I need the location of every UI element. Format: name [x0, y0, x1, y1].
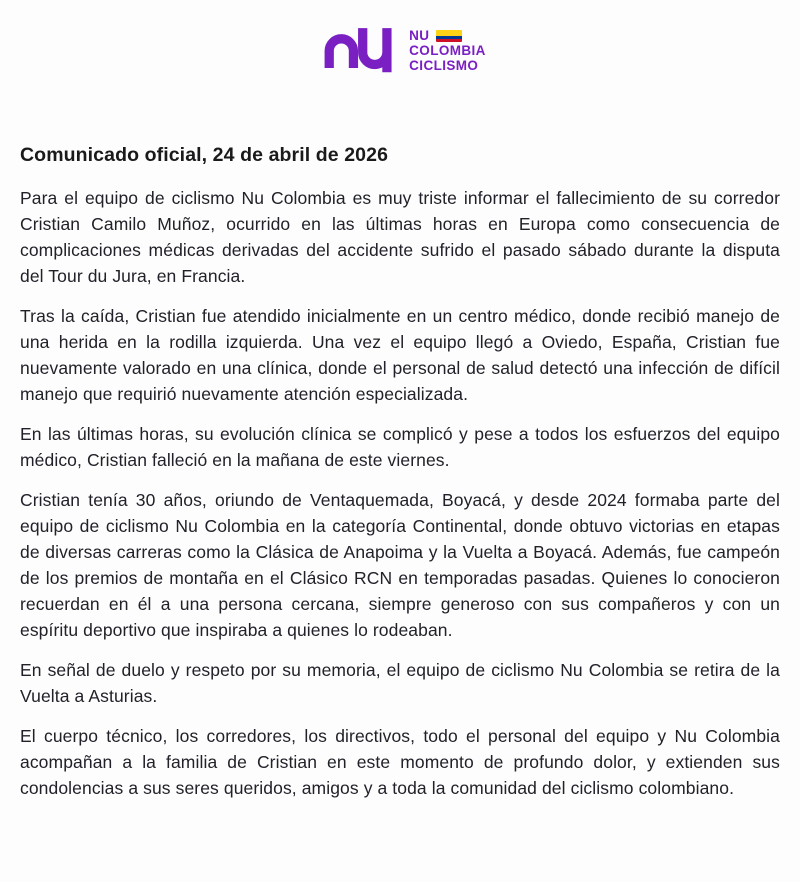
statement-paragraph: Tras la caída, Cristian fue atendido inicialmente en un centro médico, donde recibió manejo de una herida en la rodilla izquierda. Una vez el equipo llegó a Oviedo, España, Cristian fue nuevamente valorado en una clínica, donde el personal de salud detectó una infección de difícil manejo que requirió nuevamente atención especializada. [20, 306, 780, 404]
statement-paragraph: El cuerpo técnico, los corredores, los directivos, todo el personal del equipo y Nu Colombia acompañan a la familia de Cristian en este momento de profundo dolor, y extienden sus condolencias a sus seres queridos, amigos y a toda la comunidad del ciclismo colombiano. [20, 726, 780, 798]
statement-heading: Comunicado oficial, 24 de abril de 2026 [20, 144, 389, 166]
statement-paragraph: Para el equipo de ciclismo Nu Colombia es muy triste informar el fallecimiento de su corredor Cristian Camilo Muñoz, ocurrido en las últimas horas en Europa como consecuencia de complicaciones médicas derivadas del accidente sufrido el pasado sábado durante la disputa del Tour du Jura, en Francia. [20, 188, 780, 286]
colombia-flag-icon [436, 30, 462, 42]
team-wordmark [409, 21, 486, 73]
wordmark-line-colombia: COLOMBIA [409, 43, 486, 58]
wordmark-line-ciclismo: CICLISMO [409, 58, 479, 73]
statement-paragraph: En señal de duelo y respeto por su memoria, el equipo de ciclismo Nu Colombia se retira de la Vuelta a Asturias. [20, 660, 780, 706]
official-statement [0, 142, 800, 801]
team-logo [0, 0, 800, 79]
nu-logo-mark [314, 21, 400, 78]
statement-paragraph: Cristian tenía 30 años, oriundo de Ventaquemada, Boyacá, y desde 2024 formaba parte del equipo de ciclismo Nu Colombia en la categoría Continental, donde obtuvo victorias en etapas de diversas carreras como la Clásica de Anapoima y la Vuelta a Boyacá. Además, fue campeón de los premios de montaña en el Clásico RCN en temporadas pasadas. Quienes lo conocieron recuerdan en él a una persona cercana, siempre generoso con sus compañeros y con un espíritu deportivo que inspiraba a quienes lo rodeaban. [20, 490, 780, 640]
statement-paragraph: En las últimas horas, su evolución clínica se complicó y pese a todos los esfuerzos del equipo médico, Cristian falleció en la mañana de este viernes. [20, 424, 780, 470]
wordmark-line-nu: NU [409, 28, 430, 43]
